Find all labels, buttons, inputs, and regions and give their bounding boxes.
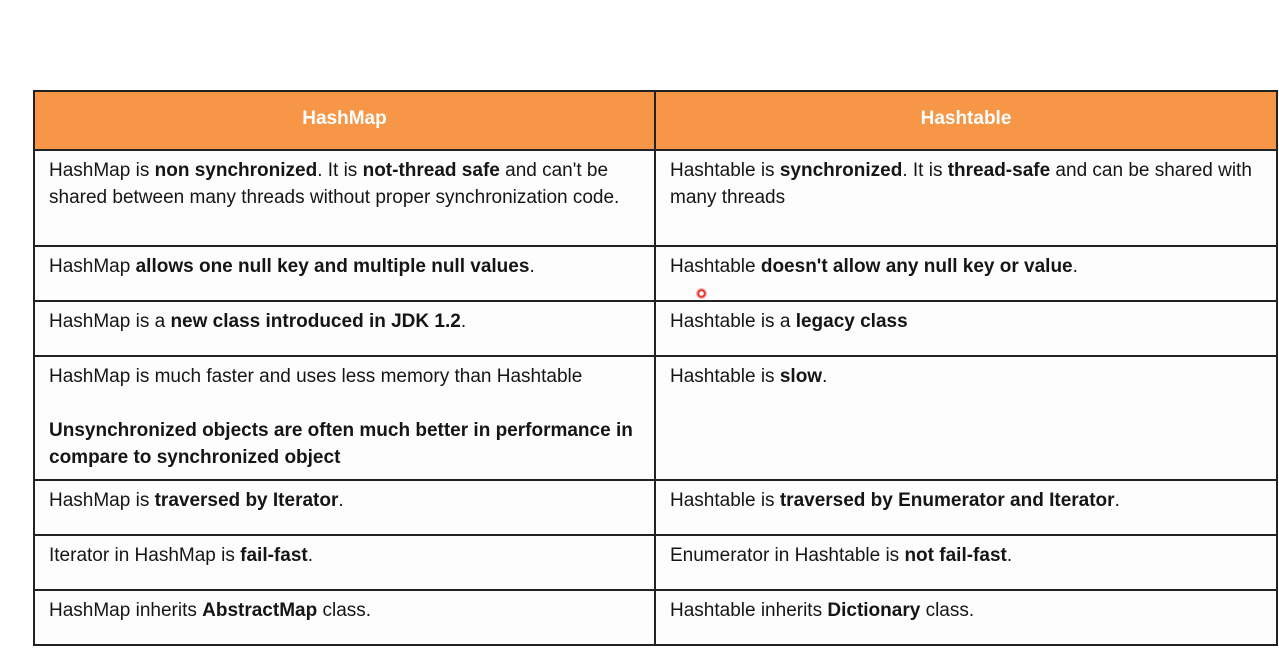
cell-hashmap-class: HashMap is a new class introduced in JDK 1.2. (34, 301, 655, 356)
cell-hashmap-synchronization: HashMap is non synchronized. It is not-thread safe and can't be shared between many threads without proper synchronization code. (34, 150, 655, 246)
header-row (34, 91, 1277, 150)
table-row (34, 356, 1277, 480)
table-row (34, 301, 1277, 356)
mouse-cursor-icon (696, 288, 707, 299)
table-row (34, 535, 1277, 590)
cell-hashmap-failfast: Iterator in HashMap is fail-fast. (34, 535, 655, 590)
table-row (34, 150, 1277, 246)
comparison-table (33, 90, 1278, 646)
table-row (34, 246, 1277, 301)
cell-hashmap-traversal: HashMap is traversed by Iterator. (34, 480, 655, 535)
header-hashtable: Hashtable (655, 91, 1277, 150)
header-hashmap: HashMap (34, 91, 655, 150)
cell-hashtable-performance: Hashtable is slow. (655, 356, 1277, 480)
cell-hashtable-failfast: Enumerator in Hashtable is not fail-fast. (655, 535, 1277, 590)
table-row (34, 480, 1277, 535)
cell-hashmap-performance: HashMap is much faster and uses less memory than Hashtable Unsynchronized objects are often much better in performance in compare to synchronized object (34, 356, 655, 480)
cell-hashtable-synchronization: Hashtable is synchronized. It is thread-safe and can be shared with many threads (655, 150, 1277, 246)
cell-hashtable-traversal: Hashtable is traversed by Enumerator and Iterator. (655, 480, 1277, 535)
cell-hashmap-inheritance: HashMap inherits AbstractMap class. (34, 590, 655, 645)
cell-hashtable-class: Hashtable is a legacy class (655, 301, 1277, 356)
table-row (34, 590, 1277, 645)
cell-hashtable-null: Hashtable doesn't allow any null key or value. (655, 246, 1277, 301)
cell-hashmap-null: HashMap allows one null key and multiple null values. (34, 246, 655, 301)
cell-hashtable-inheritance: Hashtable inherits Dictionary class. (655, 590, 1277, 645)
